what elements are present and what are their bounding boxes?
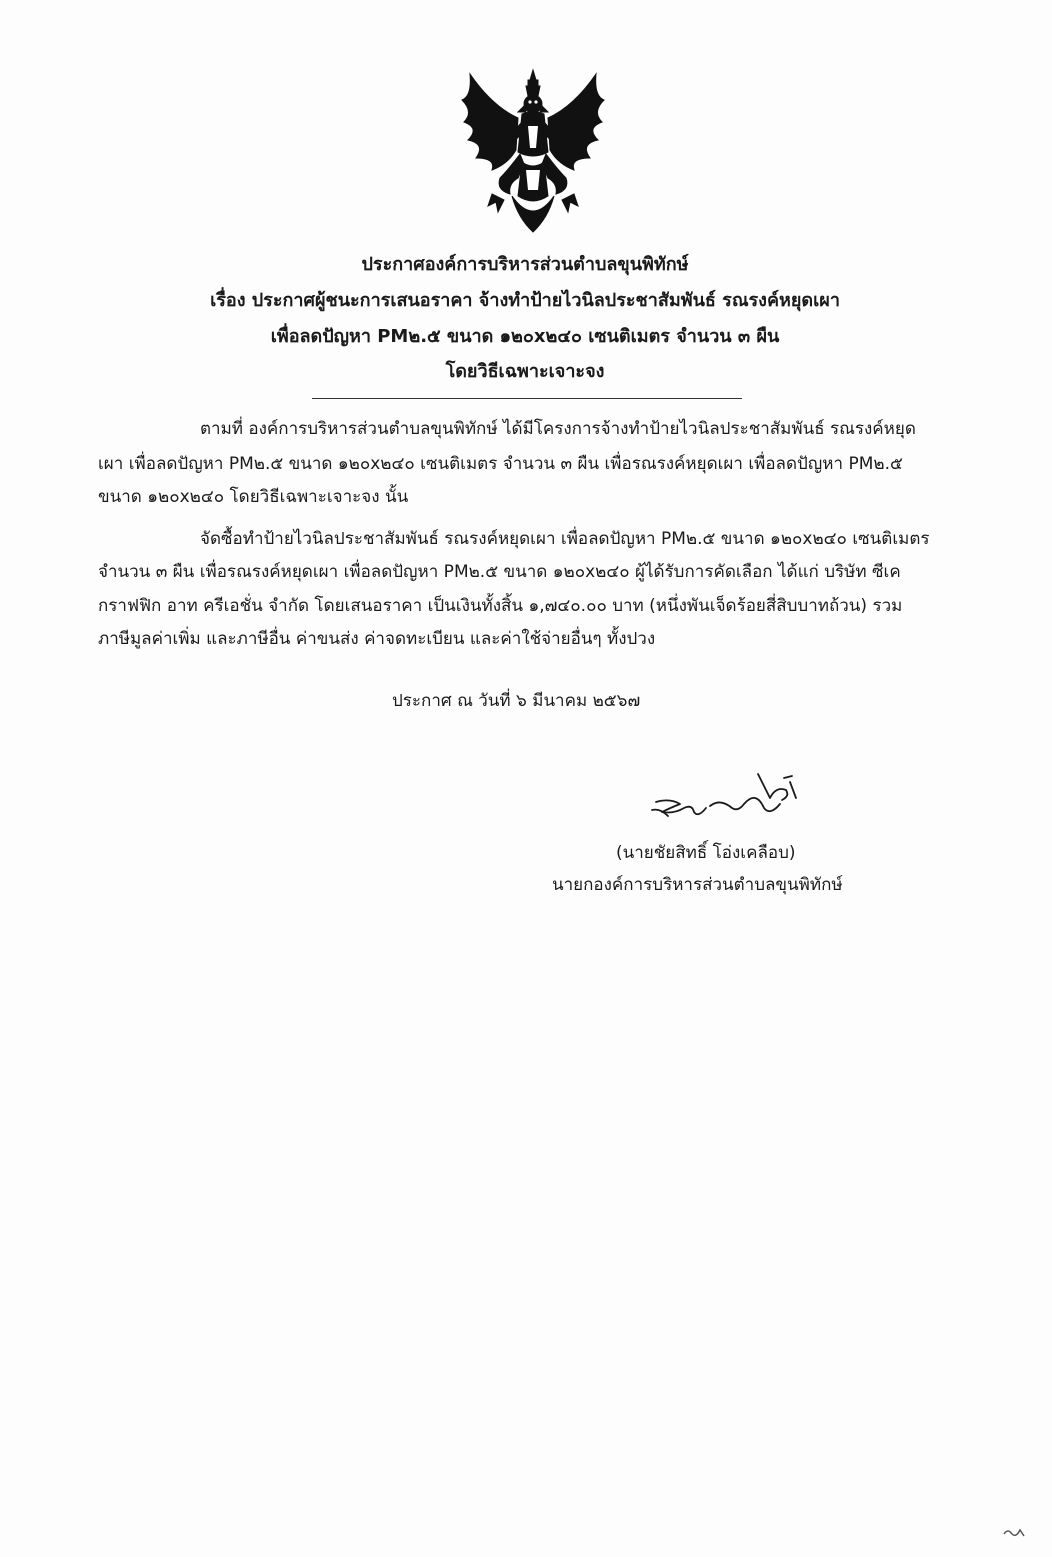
heading-subject-line: เรื่อง ประกาศผู้ชนะการเสนอราคา จ้างทำป้ายไวนิลประชาสัมพันธ์ รณรงค์หยุดเผา: [210, 290, 840, 311]
para1-line-1: ตามที่ องค์การบริหารส่วนตำบลขุนพิทักษ์ ได้มีโครงการจ้างทำป้ายไวนิลประชาสัมพันธ์ รณรงค์หยุด: [200, 419, 916, 439]
para1-line-2: เผา เพื่อลดปัญหา PM๒.๕ ขนาด ๑๒๐x๒๔๐ เซนติเมตร จำนวน ๓ ผืน เพื่อรณรงค์หยุดเผา เพื่อลดปัญหา PM๒.๕: [98, 454, 903, 474]
handwritten-signature-icon: [640, 768, 820, 848]
heading-line-3: เพื่อลดปัญหา PM๒.๕ ขนาด ๑๒๐x๒๔๐ เซนติเมตร จำนวน ๓ ผืน: [270, 326, 780, 347]
heading-divider: [312, 398, 742, 399]
announce-date: ประกาศ ณ วันที่ ๖ มีนาคม ๒๕๖๗: [392, 691, 641, 711]
para2-line-2: จำนวน ๓ ผืน เพื่อรณรงค์หยุดเผา เพื่อลดปัญหา PM๒.๕ ขนาด ๑๒๐x๒๔๐ ผู้ได้รับการคัดเลือก ได้แก่ บริษัท ซีเค: [98, 562, 901, 582]
garuda-emblem-icon: [452, 66, 614, 236]
heading-line-1: ประกาศองค์การบริหารส่วนตำบลขุนพิทักษ์: [361, 254, 689, 275]
signatory-title: นายกองค์การบริหารส่วนตำบลขุนพิทักษ์: [552, 875, 843, 895]
heading-line-4: โดยวิธีเฉพาะเจาะจง: [445, 361, 605, 382]
pen-mark-icon: [1000, 1522, 1030, 1542]
para2-line-3: กราฟฟิก อาท ครีเอชั่น จำกัด โดยเสนอราคา เป็นเงินทั้งสิ้น ๑,๗๔๐.๐๐ บาท (หนึ่งพันเจ็ดร้อยสี่สิบบาทถ้วน) รวม: [98, 596, 903, 616]
para2-line-4: ภาษีมูลค่าเพิ่ม และภาษีอื่น ค่าขนส่ง ค่าจดทะเบียน และค่าใช้จ่ายอื่นๆ ทั้งปวง: [98, 629, 656, 649]
para1-line-3: ขนาด ๑๒๐x๒๔๐ โดยวิธีเฉพาะเจาะจง นั้น: [98, 487, 409, 507]
signatory-name: (นายชัยสิทธิ์ โอ่งเคลือบ): [616, 843, 796, 863]
para2-line-1: จัดซื้อทำป้ายไวนิลประชาสัมพันธ์ รณรงค์หยุดเผา เพื่อลดปัญหา PM๒.๕ ขนาด ๑๒๐x๒๔๐ เซนติเมตร: [200, 529, 930, 549]
